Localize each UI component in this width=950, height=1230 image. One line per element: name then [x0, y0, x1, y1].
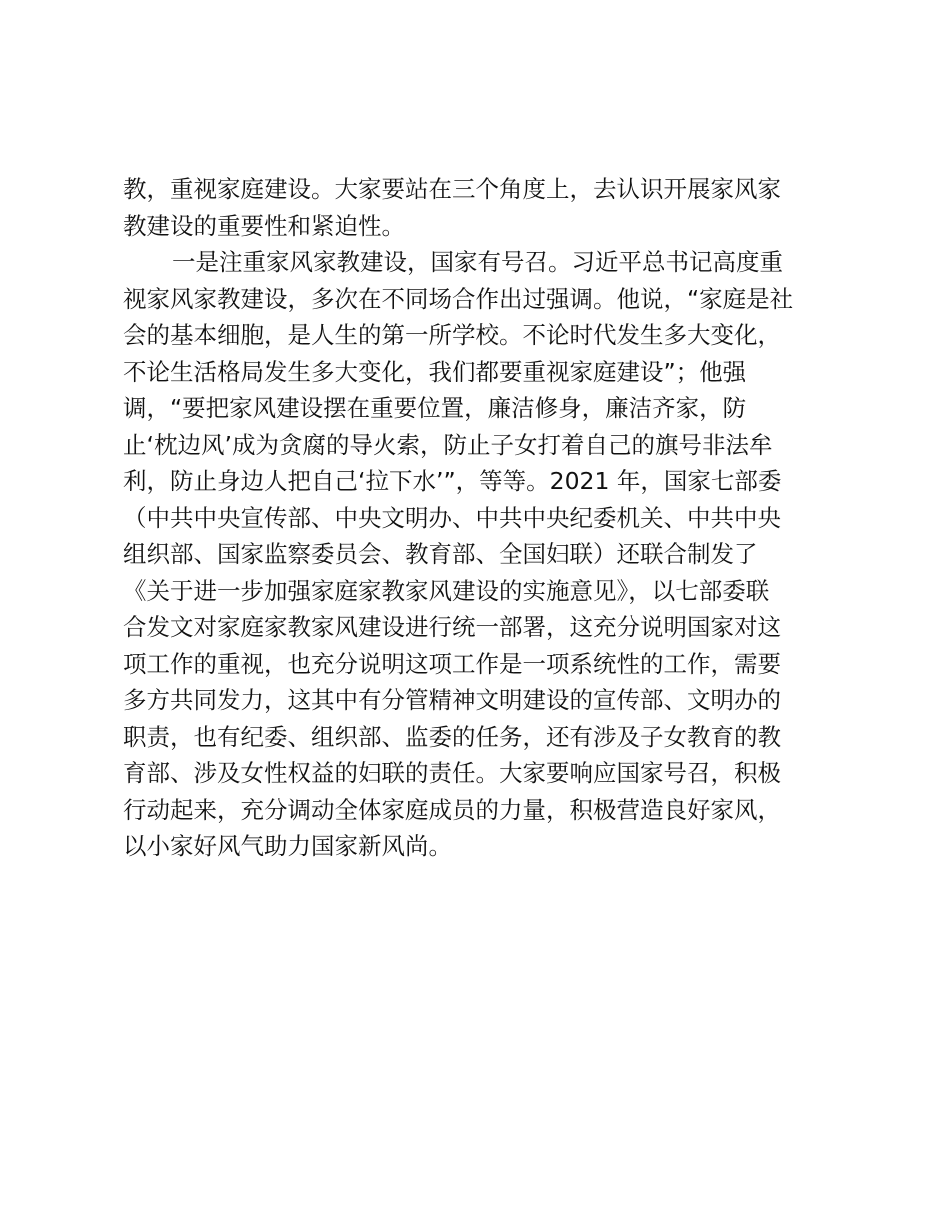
text-line: 育部、涉及女性权益的妇联的责任。大家要响应国家号召，积极 [123, 759, 781, 787]
text-line: 教建设的重要性和紧迫性。 [123, 211, 405, 240]
text-line: 职责，也有纪委、组织部、监委的任务，还有涉及子女教育的教 [123, 722, 781, 751]
text-line: 不论生活格局发生多大变化，我们都要重视家庭建设”；他强 [123, 357, 747, 386]
text-line: 调，“要把家风建设摆在重要位置，廉洁修身，廉洁齐家，防 [123, 394, 747, 422]
text-line: 视家风家教建设，多次在不同场合作出过强调。他说，“家庭是社 [123, 284, 794, 313]
text-line: （中共中央宣传部、中央文明办、中共中央纪委机关、中共中央 [123, 503, 781, 532]
text-line: 多方共同发力，这其中有分管精神文明建设的宣传部、文明办的 [123, 686, 781, 714]
text-line: 项工作的重视，也充分说明这项工作是一项系统性的工作，需要 [123, 649, 781, 678]
paragraph-first-line: 一是注重家风家教建设，国家有号召。习近平总书记高度重 [172, 248, 783, 276]
body-text [123, 171, 843, 865]
text-line: 利，防止身边人把自己‘拉下水’”，等等。2021 年，国家七部委 [123, 467, 782, 495]
text-line: 会的基本细胞，是人生的第一所学校。不论时代发生多大变化， [123, 321, 781, 349]
text-line: 行动起来，充分调动全体家庭成员的力量，积极营造良好家风， [123, 795, 781, 824]
text-line: 以小家好风气助力国家新风尚。 [123, 832, 452, 860]
text-line: 合发文对家庭家教家风建设进行统一部署，这充分说明国家对这 [123, 613, 781, 641]
text-line: 止‘枕边风’成为贪腐的导火索，防止子女打着自己的旗号非法牟 [123, 430, 773, 459]
text-line: 《关于进一步加强家庭家教家风建设的实施意见》，以七部委联 [123, 576, 770, 605]
text-line: 组织部、国家监察委员会、教育部、全国妇联）还联合制发了 [123, 540, 758, 568]
text-line: 教，重视家庭建设。大家要站在三个角度上，去认识开展家风家 [123, 175, 781, 203]
